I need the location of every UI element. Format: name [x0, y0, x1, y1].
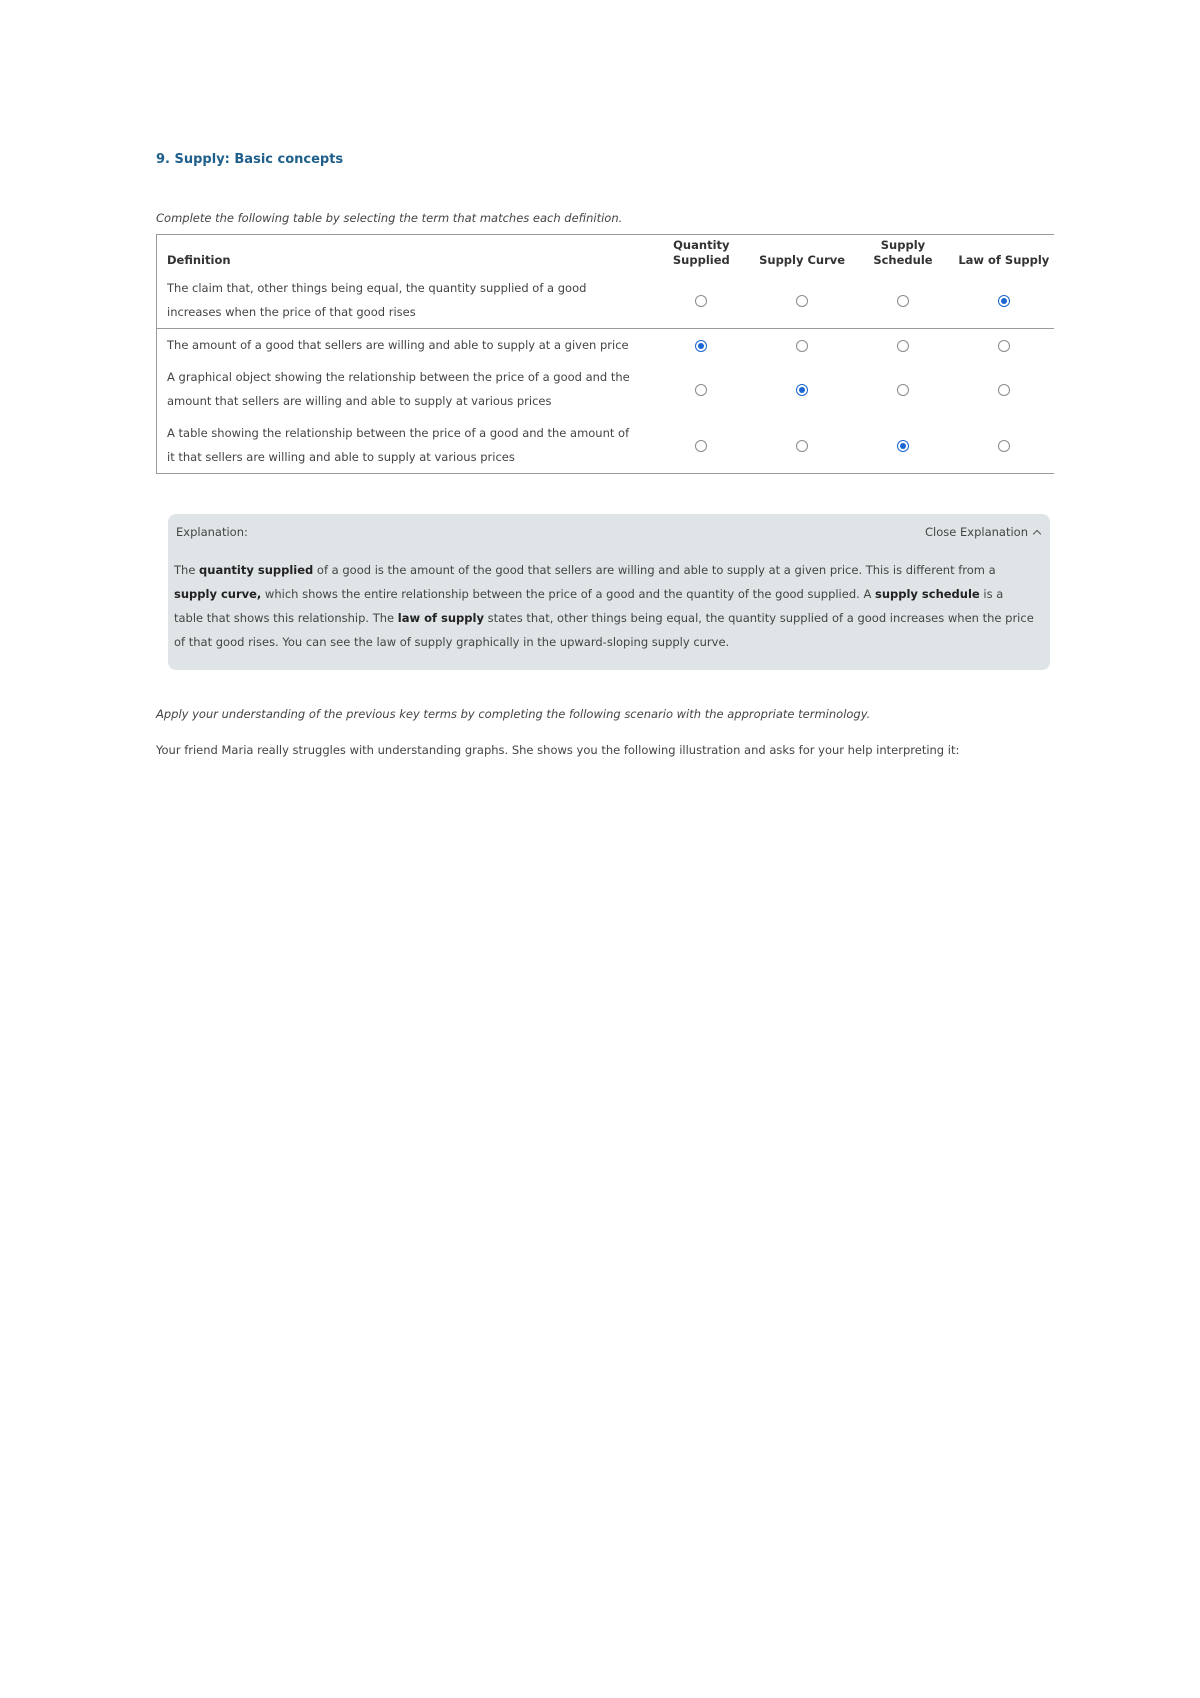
radio-button[interactable] — [998, 440, 1010, 452]
radio-button[interactable] — [796, 295, 808, 307]
close-explanation-button[interactable] — [925, 525, 1040, 539]
scenario-text: Your friend Maria really struggles with understanding graphs. She shows you the following illustration and asks for your help interpreting it: — [156, 743, 960, 757]
close-explanation-label: Close Explanation — [925, 525, 1028, 539]
definition-cell: A graphical object showing the relationship between the price of a good and the amount that sellers are willing and able to supply at various prices — [167, 370, 630, 408]
term-law-of-supply: law of supply — [397, 611, 484, 625]
table-row — [157, 361, 1055, 417]
radio-button[interactable] — [796, 440, 808, 452]
supply-schedule-column-header: Supply Schedule — [873, 238, 933, 267]
radio-button[interactable] — [695, 440, 707, 452]
radio-button[interactable] — [695, 340, 707, 352]
chevron-up-icon — [1033, 530, 1041, 538]
radio-button[interactable] — [998, 340, 1010, 352]
table-header-row — [157, 235, 1055, 273]
definition-cell: A table showing the relationship between the price of a good and the amount of it that sellers are willing and able to supply at various prices — [167, 426, 630, 464]
radio-button[interactable] — [897, 384, 909, 396]
matching-table — [156, 234, 1054, 474]
term-supply-schedule: supply schedule — [874, 587, 980, 601]
explanation-label: Explanation: — [176, 525, 248, 539]
radio-button[interactable] — [796, 340, 808, 352]
radio-button[interactable] — [897, 340, 909, 352]
quantity-supplied-column-header: Quantity Supplied — [672, 238, 730, 267]
radio-button[interactable] — [998, 295, 1010, 307]
radio-button[interactable] — [695, 295, 707, 307]
radio-button[interactable] — [796, 384, 808, 396]
radio-button[interactable] — [695, 384, 707, 396]
explanation-text: The quantity supplied of a good is the amount of the good that sellers are willing and able to supply at a given price. This is different from a supply curve, which shows the entire relationship between the price of a good and the quantity of the good supplied. A supply schedule is a table that shows this relationship. The law of supply states that, other things being equal, the quantity supplied of a good increases when the price of that good rises. You can see the law of supply graphically in the upward-sloping supply curve. — [174, 563, 1034, 649]
term-supply-curve: supply curve, — [174, 587, 262, 601]
supply-curve-column-header: Supply Curve — [759, 253, 846, 267]
definition-cell: The amount of a good that sellers are willing and able to supply at a given price — [167, 338, 629, 352]
law-of-supply-column-header: Law of Supply — [958, 253, 1050, 267]
definition-cell: The claim that, other things being equal, the quantity supplied of a good increases when the price of that good rises — [157, 272, 651, 329]
radio-button[interactable] — [897, 440, 909, 452]
radio-button[interactable] — [998, 384, 1010, 396]
explanation-panel — [168, 514, 1050, 670]
definition-column-header: Definition — [167, 253, 231, 267]
question-title: 9. Supply: Basic concepts — [156, 152, 344, 167]
question-container — [156, 150, 1056, 758]
question-instruction: Complete the following table by selecting the term that matches each definition. — [156, 211, 623, 225]
radio-button[interactable] — [897, 295, 909, 307]
table-row — [157, 417, 1055, 474]
explanation-header — [168, 520, 1050, 544]
table-row — [157, 329, 1055, 362]
table-row — [157, 272, 1055, 329]
apply-instruction: Apply your understanding of the previous key terms by completing the following scenario with the appropriate terminology. — [156, 707, 871, 721]
term-quantity-supplied: quantity supplied — [199, 563, 314, 577]
